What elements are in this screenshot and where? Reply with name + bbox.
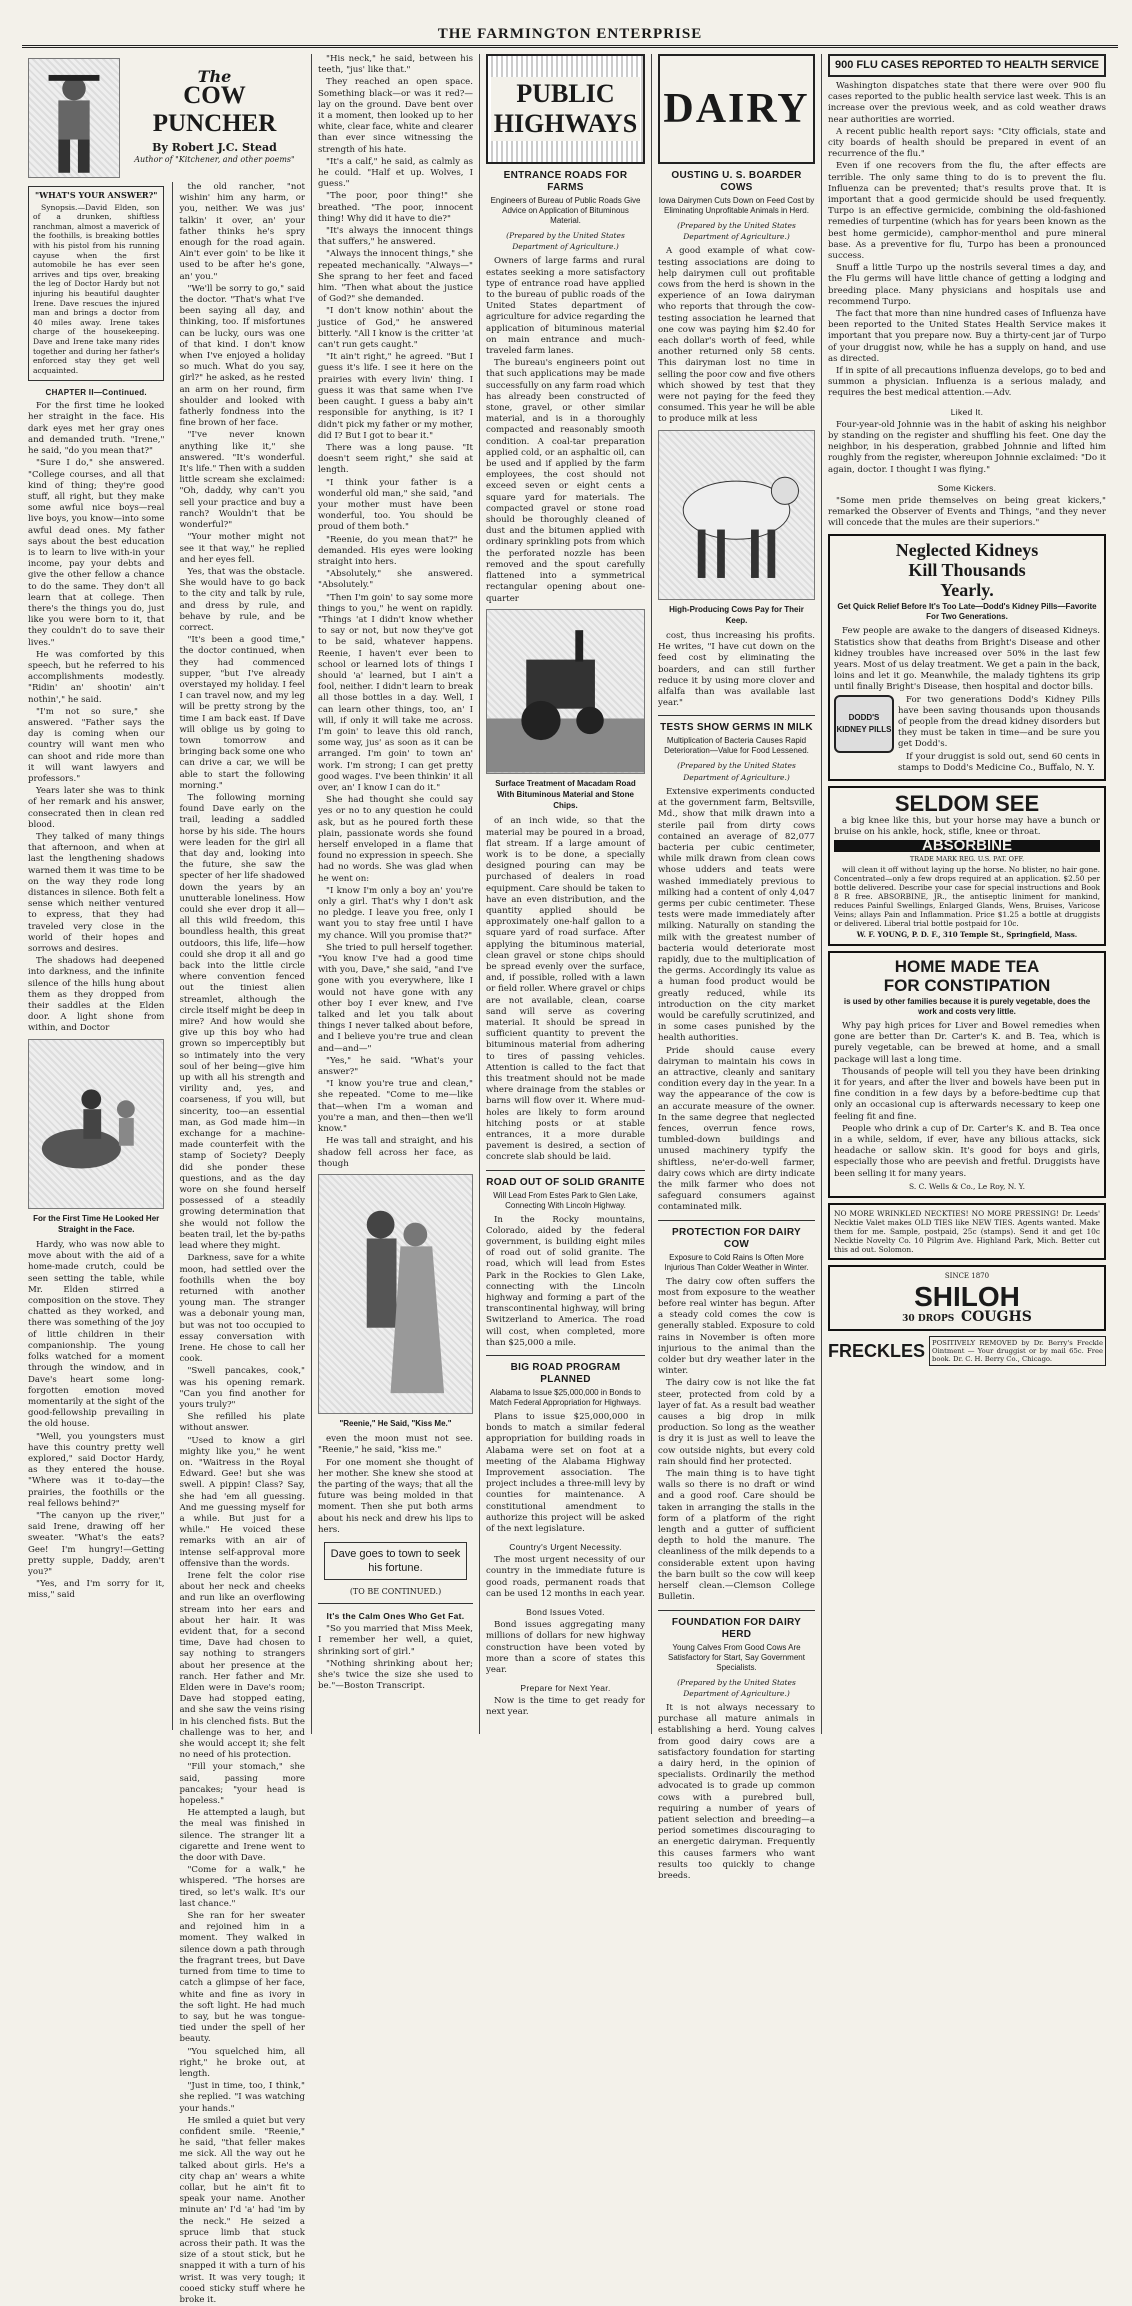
serial-author: By Robert J.C. Stead — [152, 141, 277, 155]
shiloh-coughs: COUGHS — [960, 1309, 1032, 1326]
road-photo — [486, 609, 645, 774]
serial-header — [28, 54, 305, 182]
paragraph: "Yes," he said. "What's your answer?" — [318, 1055, 473, 1078]
column-serial-1 — [22, 54, 312, 2305]
paragraph: "Used to know a girl mighty like you," he went on. "Waitress in the Royal Edward. Gee! but she was swell. A pippin! Class? Say, she had 'em all guessing. And me guessing myself for a while. But just for a while." He voiced these remarks with an air of intense self-approval more offensive than the words. — [179, 1435, 305, 1569]
kidney-ad-text — [898, 695, 1100, 775]
paragraph: "It's always the innocent things that suffers," he answered. — [318, 226, 473, 248]
paragraph: The main thing is to have tight walls so there is no draft or wind and a good roof. Care should be taken in arranging the stalls in the form of a platform of the right length and a gutter of sufficient depth to hold the manure. The cleanliness of the milk depends to a considerable extent upon having the barn built so the cow will keep herself clean.—Clemson College Bulletin. — [658, 1469, 815, 1603]
freckles-brand: FRECKLES — [828, 1340, 926, 1361]
tea-ad-title2: FOR CONSTIPATION — [883, 975, 1051, 995]
divider — [658, 715, 815, 716]
paragraph: "Just in time, too, I think," she replied. "I was watching your hands." — [179, 2081, 305, 2114]
paragraph: People who drink a cup of Dr. Carter's K. and B. Tea once in a while, seldom, if ever, have any bilious attacks, sick headache or sallow skin. It's good for boys and girls, especially those who are peevish and fretful. Druggists have been selling it for many years. — [834, 1123, 1100, 1179]
paragraph: A good example of what cow-testing associations are doing to help dairymen cull out profitable cows from the herd is shown in the experience of an Iowa dairyman who reports that through the cow-testing association he learned that one cow was paying him $2.40 for each dollar's worth of feed, while another returned only 58 cents. This dairyman lost no time in selling the poor cow and five others which showed by test that they were not paying for the feed they consumed. This year he will be able to produce milk at less — [658, 246, 815, 425]
article-headline: BIG ROAD PROGRAM PLANNED — [510, 1362, 621, 1386]
paragraph: Hardy, who was now able to move about with the aid of a home-made crutch, could be seen setting the table, while Mr. Elden stirred a composition on the stove. They chatted as they worked, and there was something of the joy of little children in their companionship. The young folks watched for a moment through the window, and in Dave's heart some long-forgotten emotion moved momentarily at the sight of the good-fellowship prevailing in the old house. — [28, 1240, 165, 1430]
illustration-caption: "Reenie," He Said, "Kiss Me." — [339, 1418, 452, 1428]
paragraph: The shadows had deepened into darkness, and the infinite silence of the hills hung about them as they dropped from their saddles at the Elden door. A light shone from within, and Doctor — [28, 956, 165, 1034]
filler-heading: Liked It. — [950, 406, 984, 417]
paragraph: "I'm not so sure," she answered. "Father says the day is coming when our country will want men who can shoot and ride more than it will want lawyers and professors." — [28, 706, 165, 784]
column-serial-2 — [312, 54, 480, 1734]
subheading: Prepare for Next Year. — [520, 1683, 611, 1694]
paragraph: They reached an open space. Something black—or was it red?—lay on the ground. Dave bent over it a moment, then looked up to her white, clear face, white and clearer than ever since witnessing the strength of his hate. — [318, 77, 473, 155]
kidney-ad-title2: Kill Thousands — [908, 560, 1026, 581]
divider — [658, 1220, 815, 1221]
paragraph: The fact that more than nine hundred cases of Influenza have been reported to the United States Health Service makes it important that you prepare now. Buy a thirty-cent jar of Turpo of your druggist now, while he has a supply on hand, and use as directed. — [828, 309, 1106, 364]
necktie-ad-text: NO MORE WRINKLED NECKTIES! NO MORE PRESSING! Dr. Leeds' Necktie Valet makes OLD TIES like NEW TIES. Agents wanted. Make them for me. Sample, postpaid, 25c (stamps). Send it and get 10c Necktie Novelty Co. 10 Pilgrim Ave. Highland Park, Mich. Better cut this ad out. Solomon. — [834, 1209, 1100, 1255]
cowboy-illustration — [28, 58, 120, 178]
shiloh-brand: SHILOH — [914, 1281, 1020, 1313]
highways-banner-text: PUBLIC HIGHWAYS — [491, 77, 640, 141]
divider — [658, 1610, 815, 1611]
article-deck: Alabama to Issue $25,000,000 in Bonds to Match Federal Appropriation for Highways. — [489, 1388, 642, 1408]
dairy-banner-text: DAIRY — [663, 86, 810, 132]
paragraph: There was a long pause. "It doesn't seem right," she said at length. — [318, 442, 473, 476]
cow-photo — [658, 430, 815, 600]
paragraph: "The poor, poor thing!" she breathed. "The poor, innocent thing! Why did it have to die?" — [318, 191, 473, 224]
paragraph: will clean it off without laying up the horse. No blister, no hair gone. Concentrated—only a few drops required at an application. $2.50 per bottle delivered. Describe your case for special instructions and Book 8 R free. ABSORBINE, JR., the antiseptic liniment for mankind, reduces Painful Swellings, Enlarged Glands, Wens, Bruises, Varicose Veins; allays Pain and Inflammation. Price $1.25 a bottle at druggists or delivered. Liberal trial bottle postpaid for 10c. — [834, 864, 1100, 928]
filler-heading: Some Kickers. — [937, 482, 997, 493]
paragraph: For the first time he looked her straight in the face. His dark eyes met her gray ones and demanded truth. "Irene," he said, "do you mean that?" — [28, 401, 165, 457]
paragraph: "The canyon up the river," said Irene, drawing off her sweater. "What's the eats? Gee! I'm hungry!—Getting pretty supple, Daddy, aren't you?" — [28, 1510, 165, 1577]
paragraph: the old rancher, "not wishin' him any harm, or you, neither. We was jus' talkin' it over, an' your father thinks he's spry enough for the road again. Ain't ever goin' to be like it used to be after he's gone, an' you." — [179, 182, 305, 282]
paragraph: The most urgent necessity of our country in the immediate future is good roads, permanent roads that can be used 12 months in each year. — [486, 1555, 645, 1599]
illustration-caption: For the First Time He Looked Her Straight in the Face. — [33, 1213, 160, 1234]
synopsis-title: "WHAT'S YOUR ANSWER?" — [35, 190, 158, 200]
paragraph: "It's a calf," he said, as calmly as he could. "Half et up. Wolves, I guess." — [318, 156, 473, 190]
paragraph: Thousands of people will tell you they have been drinking it for years, and after the liver and bowels have been put in fine condition in a few days by a before-bedtime cup that only an occasional cup is afterwards necessary to keep one feeling fit and fine. — [834, 1066, 1100, 1122]
kidney-ad-title1: Neglected Kidneys — [895, 540, 1039, 561]
paragraph: "You squelched him, all right," he broke out, at length. — [179, 2046, 305, 2079]
couple-illustration — [318, 1174, 473, 1414]
shiloh-drops: 30 DROPS — [902, 1314, 955, 1325]
highways-banner — [486, 54, 645, 164]
paragraph: Pride should cause every dairyman to maintain his cows in an attractive, cleanly and sanitary condition every day in the year. In a way the appearance of the cow is an accurate measure of the owner. In the same degree that neglected fences, overrun fence rows, tumbled-down buildings and unused machinery typify the shiftless, ne'er-do-well farmer, dairy cows which are dirty indicate the milk farmer who does not safeguard consumers against contaminated milk. — [658, 1045, 815, 1213]
paragraph: Washington dispatches state that there were over 900 flu cases reported to the public health service last week. This is an increase over the previous week, and as cold weather draws near authorities are worried. — [828, 81, 1106, 125]
article-deck: Multiplication of Bacteria Causes Rapid Deterioration—Value for Food Lessened. — [664, 736, 809, 756]
paragraph: a big knee like this, but your horse may have a bunch or bruise on his ankle, hock, stifle, knee or throat. — [834, 815, 1100, 838]
kidney-ad-title3: Yearly. — [940, 580, 994, 601]
paragraph: If your druggist is sold out, send 60 cents in stamps to Dodd's Medicine Co., Buffalo, N. Y. — [898, 751, 1100, 773]
freckles-text: POSITIVELY REMOVED by Dr. Berry's Freckle Ointment — Your druggist or by mail 65c. Free book. Dr. C. H. Berry Co., Chicago. — [929, 1336, 1106, 1366]
paragraph: They talked of many things that afternoon, and when at last the lengthening shadows warned them it was time to be on the way they rode long distances in silence. Both felt a sense which neither ventured to express, that they had traveled very close in the world of their hopes and sorrows and desires. — [28, 832, 165, 955]
article-headline: TESTS SHOW GERMS IN MILK — [660, 722, 813, 734]
paragraph: He smiled a quiet but very confident smile. "Reenie," he said, "that feller makes me sick. All the way out he talked about girls. He's a city chap an' wears a white collar, but he ain't fit to speak your name. Another minute an' I'd 'a' had 'im by the neck." He seized a spruce limb that stuck across their path. It was the size of a stout stick, but he snapped it with a turn of his wrist. It was very tough; it cooed sticky stuff where he broke it. — [179, 2115, 305, 2305]
paragraph: The following morning found Dave early on the trail, leading a saddled horse by his side. The hours were leaden for the girl all that day and, looking into the future, she saw the specter of her life shadowed down the years by an unutterable loneliness. How could she ever drop it all—all this wild freedom, this boundless health, this great outdoors, this life, life—how could she drop it all and go back into the little circle where convention fenced out the tiniest alien streamlet, although the circle itself might be deep in mire? And how would she give up this boy who had grown so imperceptibly but so intimately into the very soul of her being—give him up with all his strength and virility and, yes, and coarseness, if you will, but sincerity, too—an essential man, as God made him—in exchange for a machine-made counterfeit with the stamp of Society? Deeply did she ponder these questions, and as the day wore on she found herself possessed of a steadily growing determination that she would not follow the beaten trail, let the by-paths lead where they might. — [179, 792, 305, 1252]
subheading: Country's Urgent Necessity. — [509, 1542, 622, 1553]
filler-heading: It's the Calm Ones Who Get Fat. — [326, 1611, 465, 1622]
paragraph: "Come for a walk," he whispered. "The horses are tired, so let's walk. It's our last chance." — [179, 1865, 305, 1909]
couple-drawing — [319, 1175, 472, 1413]
article-headline: OUSTING U. S. BOARDER COWS — [671, 170, 802, 193]
divider — [486, 1170, 645, 1171]
paragraph: If in spite of all precautions influenza develops, go to bed and summon a physician. Influenza is a serious malady, and requires the best medical attention.—Adv. — [828, 366, 1106, 399]
paragraph: He was tall and straight, and his shadow fell across her face, as though — [318, 1136, 473, 1169]
photo-caption: High-Producing Cows Pay for Their Keep. — [669, 604, 804, 625]
shiloh-since: SINCE 1870 — [944, 1272, 990, 1281]
serial-subcol-a — [28, 182, 164, 1730]
column-highways — [480, 54, 652, 1734]
paragraph: "So you married that Miss Meek, I remember her well, a quiet, shrinking sort of girl." — [318, 1624, 473, 1657]
paragraph: In the Rocky mountains, Colorado, aided by the federal government, is building eight miles of road out of solid granite. The road, which will lead from Estes Park in the Rockies to Glen Lake, connecting with the Lincoln highway and forming a part of the transcontinental highway, will bring Switzerland to America. The road will cost, when completed, more than $25,000 a mile. — [486, 1214, 645, 1348]
paragraph: "Well, you youngsters must have this country pretty well explored," said Doctor Hardy, as they entered the house. "Where was it to-day—the prairies, the foothills or the real fellows behind?" — [28, 1431, 165, 1509]
paragraph: of an inch wide, so that the material may be poured in a broad, flat stream. If a large amount of work is to be done, a specially designed pouring can may be purchased of dealers in road equipment. Care should be taken to have an even distribution, and the quantity applied should be approximately one-half gallon to a square yard of road surface. After applying the bituminous material, clean gravel or stone chips should be spread evenly over the surface, and, if possible, rolled with a lawn or field roller. Where gravel or chips are not available, clean, coarse sand will serve as covering material. It should be spread in sufficient quantity to prevent the bituminous material from adhering to tires of passing vehicles. Attention is called to the fact that this treatment should not be made where drainage from the stables or barns will flow over it. Where mud-holes are likely to form around hitching posts or at stable entrances, it a more durable pavement is desired, a section of concrete slab should be laid. — [486, 816, 645, 1163]
riders-drawing — [29, 1040, 163, 1208]
paragraph: The dairy cow often suffers the most from exposure to the weather before real winter has begun. After a steady cold comes the cow is generally stabled. Exposure to cold rains in November is often more injurious to the animal than the colder but dry weather later in the winter. — [658, 1276, 815, 1377]
tea-ad-sub: is used by other families because it is purely vegetable, does the work and costs very little. — [843, 996, 1091, 1016]
article-deck: Exposure to Cold Rains Is Often More Injurious Than Colder Weather in Winter. — [664, 1252, 809, 1272]
article-headline: PROTECTION FOR DAIRY COW — [672, 1226, 801, 1250]
shiloh-ad — [828, 1265, 1106, 1331]
paragraph: Years later she was to think of her remark and his answer, consecrated then in clean red blood. — [28, 786, 165, 830]
cowboy-drawing — [29, 59, 119, 177]
absorbine-ad — [828, 786, 1106, 946]
paragraph: "I don't know nothin' about the justice of God," he answered bitterly. "All I know is the critter 'at can't run gets caught." — [318, 306, 473, 351]
paragraph: It is not always necessary to purchase all mature animals in establishing a herd. Young calves from good dairy cows are a satisfactory foundation for starting a dairy herd, in the opinion of specialists. Ordinarily the method advocated is to grade up common cows with a purebred bull, requiring a number of years of patient selection and breeding—a period sometimes discouraging to an energetic dairyman. Frequently this causes farmers who want results too quickly to change breeds. — [658, 1702, 815, 1881]
paragraph: "Nothing shrinking about her; she's twice the size she used to be."—Boston Transcript. — [318, 1658, 473, 1692]
paragraph: "I know I'm only a boy an' you're only a girl. That's why I don't ask no pledge. I leave you free, only I want you to stay free until I have my chance. Will you promise that?" — [318, 885, 473, 941]
paragraph: "Swell pancakes, cook," was his opening remark. "Can you find another for yours truly?" — [179, 1366, 305, 1410]
paragraph: "Absolutely," she answered. "Absolutely." — [318, 569, 473, 591]
paragraph: "Fill your stomach," she said, passing more pancakes; "your head is hopeless." — [179, 1762, 305, 1807]
article-headline: FOUNDATION FOR DAIRY HERD — [671, 1616, 802, 1640]
paragraph: She had thought she could say yes or no to any question he could ask, but as he poured forth these plain, passionate words she found herself enveloped in a flame that found no expression in speech. She had no words. She was glad when he went on: — [318, 795, 473, 884]
kidney-ad-sub: Get Quick Relief Before It's Too Late—Dodd's Kidney Pills—Favorite For Two Generations. — [837, 602, 1097, 622]
paragraph: A recent public health report says: "City officials, state and city boards of health should be prepared in event of an recurrence of the flu." — [828, 126, 1106, 160]
serial-title-block — [124, 67, 305, 165]
photo-caption: Surface Treatment of Macadam Road With Bituminous Material and Stone Chips. — [495, 778, 636, 811]
masthead-title: THE FARMINGTON ENTERPRISE — [437, 26, 703, 42]
steam-roller-drawing — [487, 610, 644, 773]
paragraph: For one moment she thought of her mother. She knew she stood at the parting of the ways; that all the future was being molded in that moment. Then she put both arms about his neck and drew his lips to hers. — [318, 1457, 473, 1535]
paragraph: She ran for her sweater and rejoined him in a moment. They walked in silence down a path through the fragrant trees, but Dave turned from time to time to catch a glimpse of her face, white and fine as ivory in the soft light. He had much to say, but he was tongue-tied under the spell of her beauty. — [179, 1911, 305, 2045]
paragraph: Extensive experiments conducted at the government farm, Beltsville, Md., show that milk drawn into a sterile pail from dirty cows contained an average of 82,077 bacteria per cubic centimeter, while milk drawn from clean cows whose udders and teats were washed immediately previous to milking had a content of only 4,047 germs per cubic centimeter. These tests were made immediately after milking. Naturally on standing the milk with the greatest number of bacteria would deteriorate most rapidly, due to the multiplication of the germs. Accordingly its value as a human food product would be greatly reduced, while its introduction on the city market would be carefully scrutinized, and in some cases punished by the health authorities. — [658, 786, 815, 1044]
divider — [486, 1355, 645, 1356]
kidney-pill-box — [834, 695, 894, 753]
paragraph: "Some men pride themselves on being great kickers," remarked the Observer of Events and Things, "and they never will concede that the mules are their superiors." — [828, 495, 1106, 529]
paragraph: Four-year-old Johnnie was in the habit of asking his neighbor by standing on the register and shuffling his feet. One day the neighbor, in his desperation, grabbed Johnnie and lifted him roughly from the register, whereupon Johnnie exclaimed: "Do it again, doctor. I thought I was flying." — [828, 419, 1106, 475]
flu-headline: 900 FLU CASES REPORTED TO HEALTH SERVICE — [834, 59, 1100, 71]
kidney-ad — [828, 534, 1106, 781]
article-deck: Young Calves From Good Cows Are Satisfactory for Start, Say Government Specialists. — [668, 1642, 805, 1672]
article-headline: ROAD OUT OF SOLID GRANITE — [486, 1176, 645, 1188]
serial-author-of: Author of "Kitchener, and other poems" — [134, 154, 295, 164]
teaser-text: Dave goes to town to seek his fortune. — [330, 1547, 461, 1574]
article-deck: Will Lead From Estes Park to Glen Lake, Connecting With Lincoln Highway. — [493, 1190, 638, 1210]
paragraph: "Your mother might not see it that way," he replied and her eyes fell. — [179, 532, 305, 565]
paragraph: Owners of large farms and rural estates seeking a more satisfactory type of entrance road have applied to the bureau of public roads of the United States department of agriculture for advice regarding the application of bituminous material on main entrance and much-traveled farm lanes. — [486, 256, 645, 357]
article-credit: (Prepared by the United States Department of Agriculture.) — [506, 231, 625, 252]
dairy-banner — [658, 54, 815, 164]
article-credit: (Prepared by the United States Department of Agriculture.) — [677, 1677, 796, 1698]
chapter-heading: CHAPTER II—Continued. — [45, 388, 147, 398]
column-dairy — [652, 54, 822, 1881]
necktie-ad — [828, 1203, 1106, 1260]
flu-headline-box — [828, 54, 1106, 77]
paragraph: Darkness, save for a white moon, had settled over the foothills when the boy returned with another young man. The stranger was a debonair young man, but was not too occupied to essay conversation with Irene. He chose to call her cook. — [179, 1253, 305, 1365]
absorbine-brand: ABSORBINE — [834, 840, 1100, 851]
paragraph: "It's been a good time," the doctor continued, when they had commenced supper, "but I've already overstayed my holiday. I feel I can travel now, and my leg will be pretty strong by the time I am back east. If Dave will oblige us by going to town tomorrow and bringing back some one who can drive a car, we will be able to start the following morning." — [179, 635, 305, 791]
paragraph: "We'll be sorry to go," said the doctor. "That's what I've been saying all day, and thinking, too. If misfortunes can be lucky, ours was one of that kind. I don't know when I've enjoyed a holiday so much. What do you say, girl?" he asked, as he rested an arm on her round, firm shoulder and looked with fatherly fondness into the fine brown of her face. — [179, 283, 305, 429]
paragraph: The dairy cow is not like the fat steer, protected from cold by a layer of fat. As a result bad weather causes a big drop in milk production. So long as the weather is dry it is just as well to leave the cow outside nights, but every cold rain should find her protected. — [658, 1378, 815, 1467]
paragraph: "I know you're true and clean," she repeated. "Come to me—like that—when I'm a woman and you're a man, and then—then we'll know." — [318, 1079, 473, 1135]
paragraph: The bureau's engineers point out that such applications may be made successfully on any farm road which has already been constructed of stone, gravel, or other similar material, and is in a thoroughly compacted and reasonably smooth condition. A coal-tar preparation applied cold, or an asphaltic oil, can be used and if applied by the farm employees, the cost should not exceed seven or eight cents a square yard for materials. The compacted gravel or stone road should be thoroughly cleaned of dust and the bitumen applied with ordinary sprinkling pots from which the perforated nozzle has been removed and the spout carefully flattened into a symmetrical rectangular opening about one-quarter — [486, 358, 645, 604]
absorbine-tm: TRADE MARK REG. U.S. PAT. OFF. — [909, 854, 1025, 863]
paragraph: Now is the time to get ready for next year. — [486, 1696, 645, 1718]
paragraph: "Sure I do," she answered. "College courses, and all that kind of thing; they're good stuff, all right, but they make some awful nice boys—real live boys, you know—into some awful dead ones. My father says about the best education is to learn to live with-in your income, pay your debts and give the other fellow a chance to do the same. They don't all learn that at college. Then there's the things you do, just like you were born to it, that they couldn't do to save their lives." — [28, 458, 165, 648]
article-headline: ENTRANCE ROADS FOR FARMS — [503, 170, 628, 193]
paragraph: "Then I'm goin' to say some more things to you," he went on rapidly. "Things 'at I didn't know whether to say or not, but now they've got to be said, whatever happens. Reenie, I haven't ever been to school or learned lots of things I should 'a' learned, but I ain't a fool, neither. I didn't learn to break all those bottles in a day. Well, I can learn other things, too, an' I will, if only it will take me across. I'm goin' to leave this old ranch, some way, jus' as soon as it can be arranged. I'm goin' to town an' work. I'm strong; I can get pretty good wages. I've been thinkin' it all over, an' I know I can do it." — [318, 592, 473, 793]
paragraph: "His neck," he said, between his teeth, "jus' like that." — [318, 54, 473, 76]
paragraph: Bond issues aggregating many millions of dollars for new highway construction have been voted by more than a score of states this year. — [486, 1620, 645, 1675]
paragraph: Few people are awake to the dangers of diseased Kidneys. Statistics show that deaths from Bright's Disease and other kidney troubles have increased over 50% in the last few years. Most of us delay treatment. We get a pain in the back, loins and let it go. Meanwhile, the malady tightens its grip until finally Bright's Disease, then hospital and doctor bills. — [834, 626, 1100, 693]
absorbine-ad-title: SELDOM SEE — [894, 790, 1040, 816]
paragraph: For two generations Dodd's Kidney Pills have been saving thousands upon thousands of people from the dread kidney disorders but they must be taken in time—and be sure you get Dodd's. — [898, 694, 1100, 750]
tea-ad-address: S. C. Wells & Co., Le Roy, N. Y. — [909, 1181, 1025, 1191]
kidney-ad-body — [834, 695, 1100, 775]
freckles-ad — [828, 1336, 1106, 1366]
paragraph: Plans to issue $25,000,000 in bonds to match a similar federal appropriation for building roads in Alabama were set on foot at a meeting of the Alabama Highway Improvement association. The project includes a three-mill levy by counties for maintenance. A constitutional amendment to authorize this project will be asked of the next legislature. — [486, 1412, 645, 1535]
paragraph: Even if one recovers from the flu, the after effects are terrible. The only same thing to do is to prevent the flu. Influenza can be prevented; that's results prove that. It is important that a good germicide should be used frequently. Turpo is an effective germicide, combining the old-fashioned remedies of turpentine (which has for years been known as the best home germicide), camphor-menthol and pure mineral base. As a preventive for flu, Turpo has been a pronounced success. — [828, 161, 1106, 262]
teaser-box — [324, 1542, 467, 1580]
paragraph: She tried to pull herself together. "You know I've had a good time with you, Dave," she said, "and I've gone with you everywhere, like I would not have gone with any other boy I ever knew, and I've talked and let you talk about things I never talked about before, and I believe you're true and clean and—and—" — [318, 942, 473, 1054]
divider — [318, 1603, 473, 1604]
article-credit: (Prepared by the United States Department of Agriculture.) — [677, 221, 796, 242]
paragraph: He was comforted by this speech, but he referred to his accomplishments modestly. "Ridin' an' shootin' ain't nothin'," he said. — [28, 649, 165, 705]
paragraph: cost, thus increasing his profits. He writes, "I have cut down on the feed cost by eliminating the boarders, and can still further reduce it by using more clover and alfalfa than was available last year." — [658, 631, 815, 709]
ride-illustration — [28, 1039, 164, 1209]
serial-title-main: COW PUNCHER — [152, 82, 277, 138]
paragraph: Yes, that was the obstacle. She would have to go back to the city and talk by rule, and dress by rule, and behave by rule, and be correct. — [179, 566, 305, 633]
paragraph: "Yes, and I'm sorry for it, miss," said — [28, 1579, 165, 1601]
cow-drawing — [659, 431, 814, 599]
tea-ad-title1: HOME MADE TEA — [894, 956, 1040, 976]
subheading: Bond Issues Voted. — [526, 1607, 605, 1618]
synopsis-box — [28, 186, 164, 381]
ads-inner — [828, 54, 1106, 1734]
paragraph: Snuff a little Turpo up the nostrils several times a day, and the Flu germs will have little chance of getting a lodging and breeding place. Many physicians and hospitals use and recommend Turpo. — [828, 263, 1106, 307]
synopsis-text: Synopsis.—David Elden, son of a drunken, shiftless ranchman, almost a maverick of the foothills, is breaking bottles with his pistol from his running cayuse when the first automobile he has ever seen arrives and tips over, breaking the leg of Doctor Hardy but not injuring his beautiful daughter Irene. Dave rescues the injured man and brings a doctor from 40 miles away. Irene takes charge of the housekeeping. Dave and Irene take many rides together and during her father's enforced stay they get well acquainted. — [33, 202, 160, 375]
paragraph: She refilled his plate without answer. — [179, 1412, 305, 1434]
paragraph: "Reenie, do you mean that?" he demanded. His eyes were looking straight into hers. — [318, 534, 473, 567]
serial-subcol-b — [172, 182, 305, 2305]
to-be-continued: (TO BE CONTINUED.) — [349, 1586, 442, 1596]
paragraph: Why pay high prices for Liver and Bowel remedies when gone are better than Dr. Carter's K. and B. Tea, which is purely vegetable, can be brewed at home, and a small package will last a long time. — [834, 1020, 1100, 1065]
paragraph: "Always the innocent things," she repeated mechanically. "Always—" She sprang to her feet and faced him. "Then what about the justice of God?" she demanded. — [318, 249, 473, 305]
column-ads — [822, 54, 1112, 1734]
paragraph: even the moon must not see. "Reenie," he said, "kiss me." — [318, 1434, 473, 1456]
masthead — [22, 18, 1118, 48]
absorbine-address: W. F. YOUNG, P. D. F., 310 Temple St., Springfield, Mass. — [856, 929, 1078, 939]
tea-ad — [828, 951, 1106, 1198]
paragraph: "It ain't right," he agreed. "But I guess it's life. I see it here on the prairies with every livin' thing. I guess it was that same when I've been caught. I guess a baby ain't responsible for anything, is it? I didn't pick my father or my mother, did I? But I got to bear it." — [318, 352, 473, 441]
kidney-pill-label: DODD'S KIDNEY PILLS — [836, 713, 892, 734]
article-deck: Engineers of Bureau of Public Roads Give Advice on Application of Bituminous Material. — [490, 196, 641, 225]
paragraph: "I think your father is a wonderful old man," she said, "and your mother must have been wonderful, too. You should be proud of them both." — [318, 477, 473, 533]
paragraph: Irene felt the color rise about her neck and cheeks and run like an overflowing stream into her ears and about her hair. It was evident that, for a second time, Dave had chosen to say nothing to strangers about her presence at the ranch. Her father and Mr. Elden were in Dave's room; Dave had stopped eating, and she saw the veins rising in his clenched fists. But the challenge was to her, and she would accept it; she felt no need of his protection. — [179, 1570, 305, 1761]
serial-title-small: The — [197, 67, 232, 87]
article-deck: Iowa Dairymen Cuts Down on Feed Cost by Eliminating Unprofitable Animals in Herd. — [658, 196, 815, 215]
paragraph: He attempted a laugh, but the meal was finished in silence. The stranger lit a cigarette and Irene went to the door with Dave. — [179, 1808, 305, 1864]
article-credit: (Prepared by the United States Department of Agriculture.) — [677, 761, 796, 782]
paragraph: "I've never known anything like it," she answered. "It's wonderful. It's life." Then with a sudden little scream she exclaimed: "Oh, daddy, why can't you sell your practice and buy a ranch? Wouldn't that be wonderful?" — [179, 430, 305, 531]
